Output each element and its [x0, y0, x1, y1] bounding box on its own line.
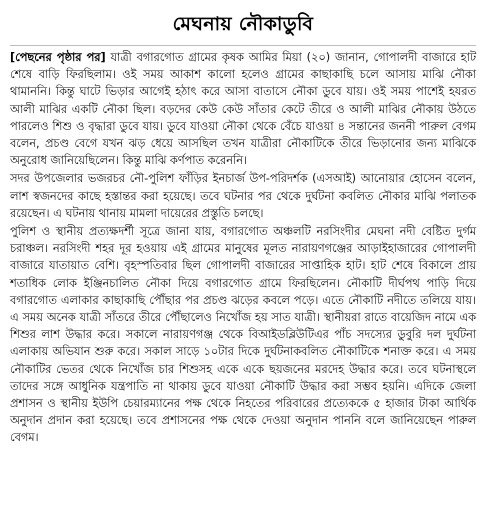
article-paragraph-1	[10, 49, 476, 169]
headline-bar	[10, 7, 476, 46]
paragraph-3-text: পুলিশ ও স্থানীয় প্রত্যক্ষদর্শী সূত্রে জানা যায়, বগারগোত অঞ্চলটি নরসিংদীর মেঘনা নদী বেষ্টিত দুর্গম চরাঞ্চল। নরসিংদী শহর দূর হওয়ায় এই গ্রামের মানুষের মূলত নারায়ণগঞ্জের আড়াইহাজারের গোপালদী বাজারে যাতায়াত বেশি। বৃহস্পতিবার ছিল গোপালদী বাজারের সাপ্তাহিক হাট। হাট শেষে বিকালে প্রায় শতাধিক লোক ইঞ্জিনচালিত নৌকা দিয়ে বগারগোত গ্রামে ফিরছিলেন। নৌকাটি দীর্ঘপথ পাড়ি দিয়ে বগারগোত এলাকার কাছাকাছি পৌঁছার পর প্রচণ্ড ঝড়ের কবলে পড়ে। এতে নৌকাটি নদীতে তলিয়ে যায়। এ সময় অনেক যাত্রী সাঁতরে তীরে পৌঁছালেও নিখোঁজ হয় সাত যাত্রী। স্থানীয়রা রাতে বায়েজিদ নামে এক শিশুর লাশ উদ্ধার করে। সকালে নারায়ণগঞ্জ থেকে বিআইডব্লিউটিএর পাঁচ সদস্যের ডুবুরি দল দুর্ঘটনা এলাকায় অভিযান শুরু করে। সকাল সাড়ে ১০টার দিকে দুর্ঘটনাকবলিত নৌকাটিকে শনাক্ত করে। এ সময় নৌকাটির ভেতর থেকে নিখোঁজ চার শিশুসহ একে একে ছয়জনের মরদেহ উদ্ধার করে। তবে ঘটনাস্থলে তাদের সঙ্গে আধুনিক যন্ত্রপাতি না থাকায় ডুবে যাওয়া নৌকাটি উদ্ধার করা সম্ভব হয়নি। এদিকে জেলা প্রশাসন ও স্থানীয় ইউপি চেয়ারম্যানের পক্ষ থেকে নিহতের পরিবারের প্রত্যেককে ৫ হাজার টাকা আর্থিক অনুদান প্রদান করা হয়েছে। তবে প্রশাসনের পক্ষ থেকে দেওয়া অনুদান পাননি বলে জানিয়েছেন পারুল বেগম।	[10, 225, 476, 445]
paragraph-1-text: যাত্রী বগারগোত গ্রামের কৃষক আমির মিয়া (২০) জানান, গোপালদী বাজারে হাট শেষে বাড়ি ফিরছিলাম। ওই সময় আকাশ কালো হলেও গ্রামের কাছাকাছি চলে আসায় মাঝি নৌকা থামাননি। কিন্তু ঘাটে ভিড়ার আগেই হঠাৎ করে আসা বাতাসে নৌকা ডুবে যায়। ওই সময় পাশেই হযরত আলী মাঝির একটি নৌকা ছিল। বড়দের কেউ কেউ সাঁতার কেটে তীরে ও আলী মাঝির নৌকায় উঠতে পারলেও শিশু ও বৃদ্ধারা ডুবে যায়। ডুবে যাওয়া নৌকা থেকে বেঁচে যাওয়া ৪ সন্তানের জননী পারুল বেগম বলেন, প্রচণ্ড বেগে যখন ঝড় ধেয়ে আসছিল তখন যাত্রীরা নৌকাটিকে তীরে ভিড়ানোর জন্য মাঝিকে অনুরোধ জানিয়েছিলেন। কিন্তু মাঝি কর্ণপাত করেননি।	[10, 51, 476, 168]
continued-from-back-page-label: [পেছনের পৃষ্ঠার পর]	[10, 51, 106, 64]
article-paragraph-3	[10, 223, 476, 447]
article-body	[10, 49, 476, 447]
headline: মেঘনায় নৌকাডুবি	[172, 13, 314, 35]
article-paragraph-2	[10, 170, 476, 222]
paragraph-2-text: সদর উপজেলার ভজরচর নৌ-পুলিশ ফাঁড়ির ইনচার্জ উপ-পরিদর্শক (এসআই) আনোয়ার হোসেন বলেন, লাশ স্বজনদের কাছে হস্তান্তর করা হয়েছে। তবে ঘটনার পর থেকে দুর্ঘটনা কবলিত নৌকার মাঝি পলাতক রয়েছেন। এ ঘটনায় থানায় মামলা দায়েরের প্রস্তুতি চলছে।	[10, 172, 476, 220]
